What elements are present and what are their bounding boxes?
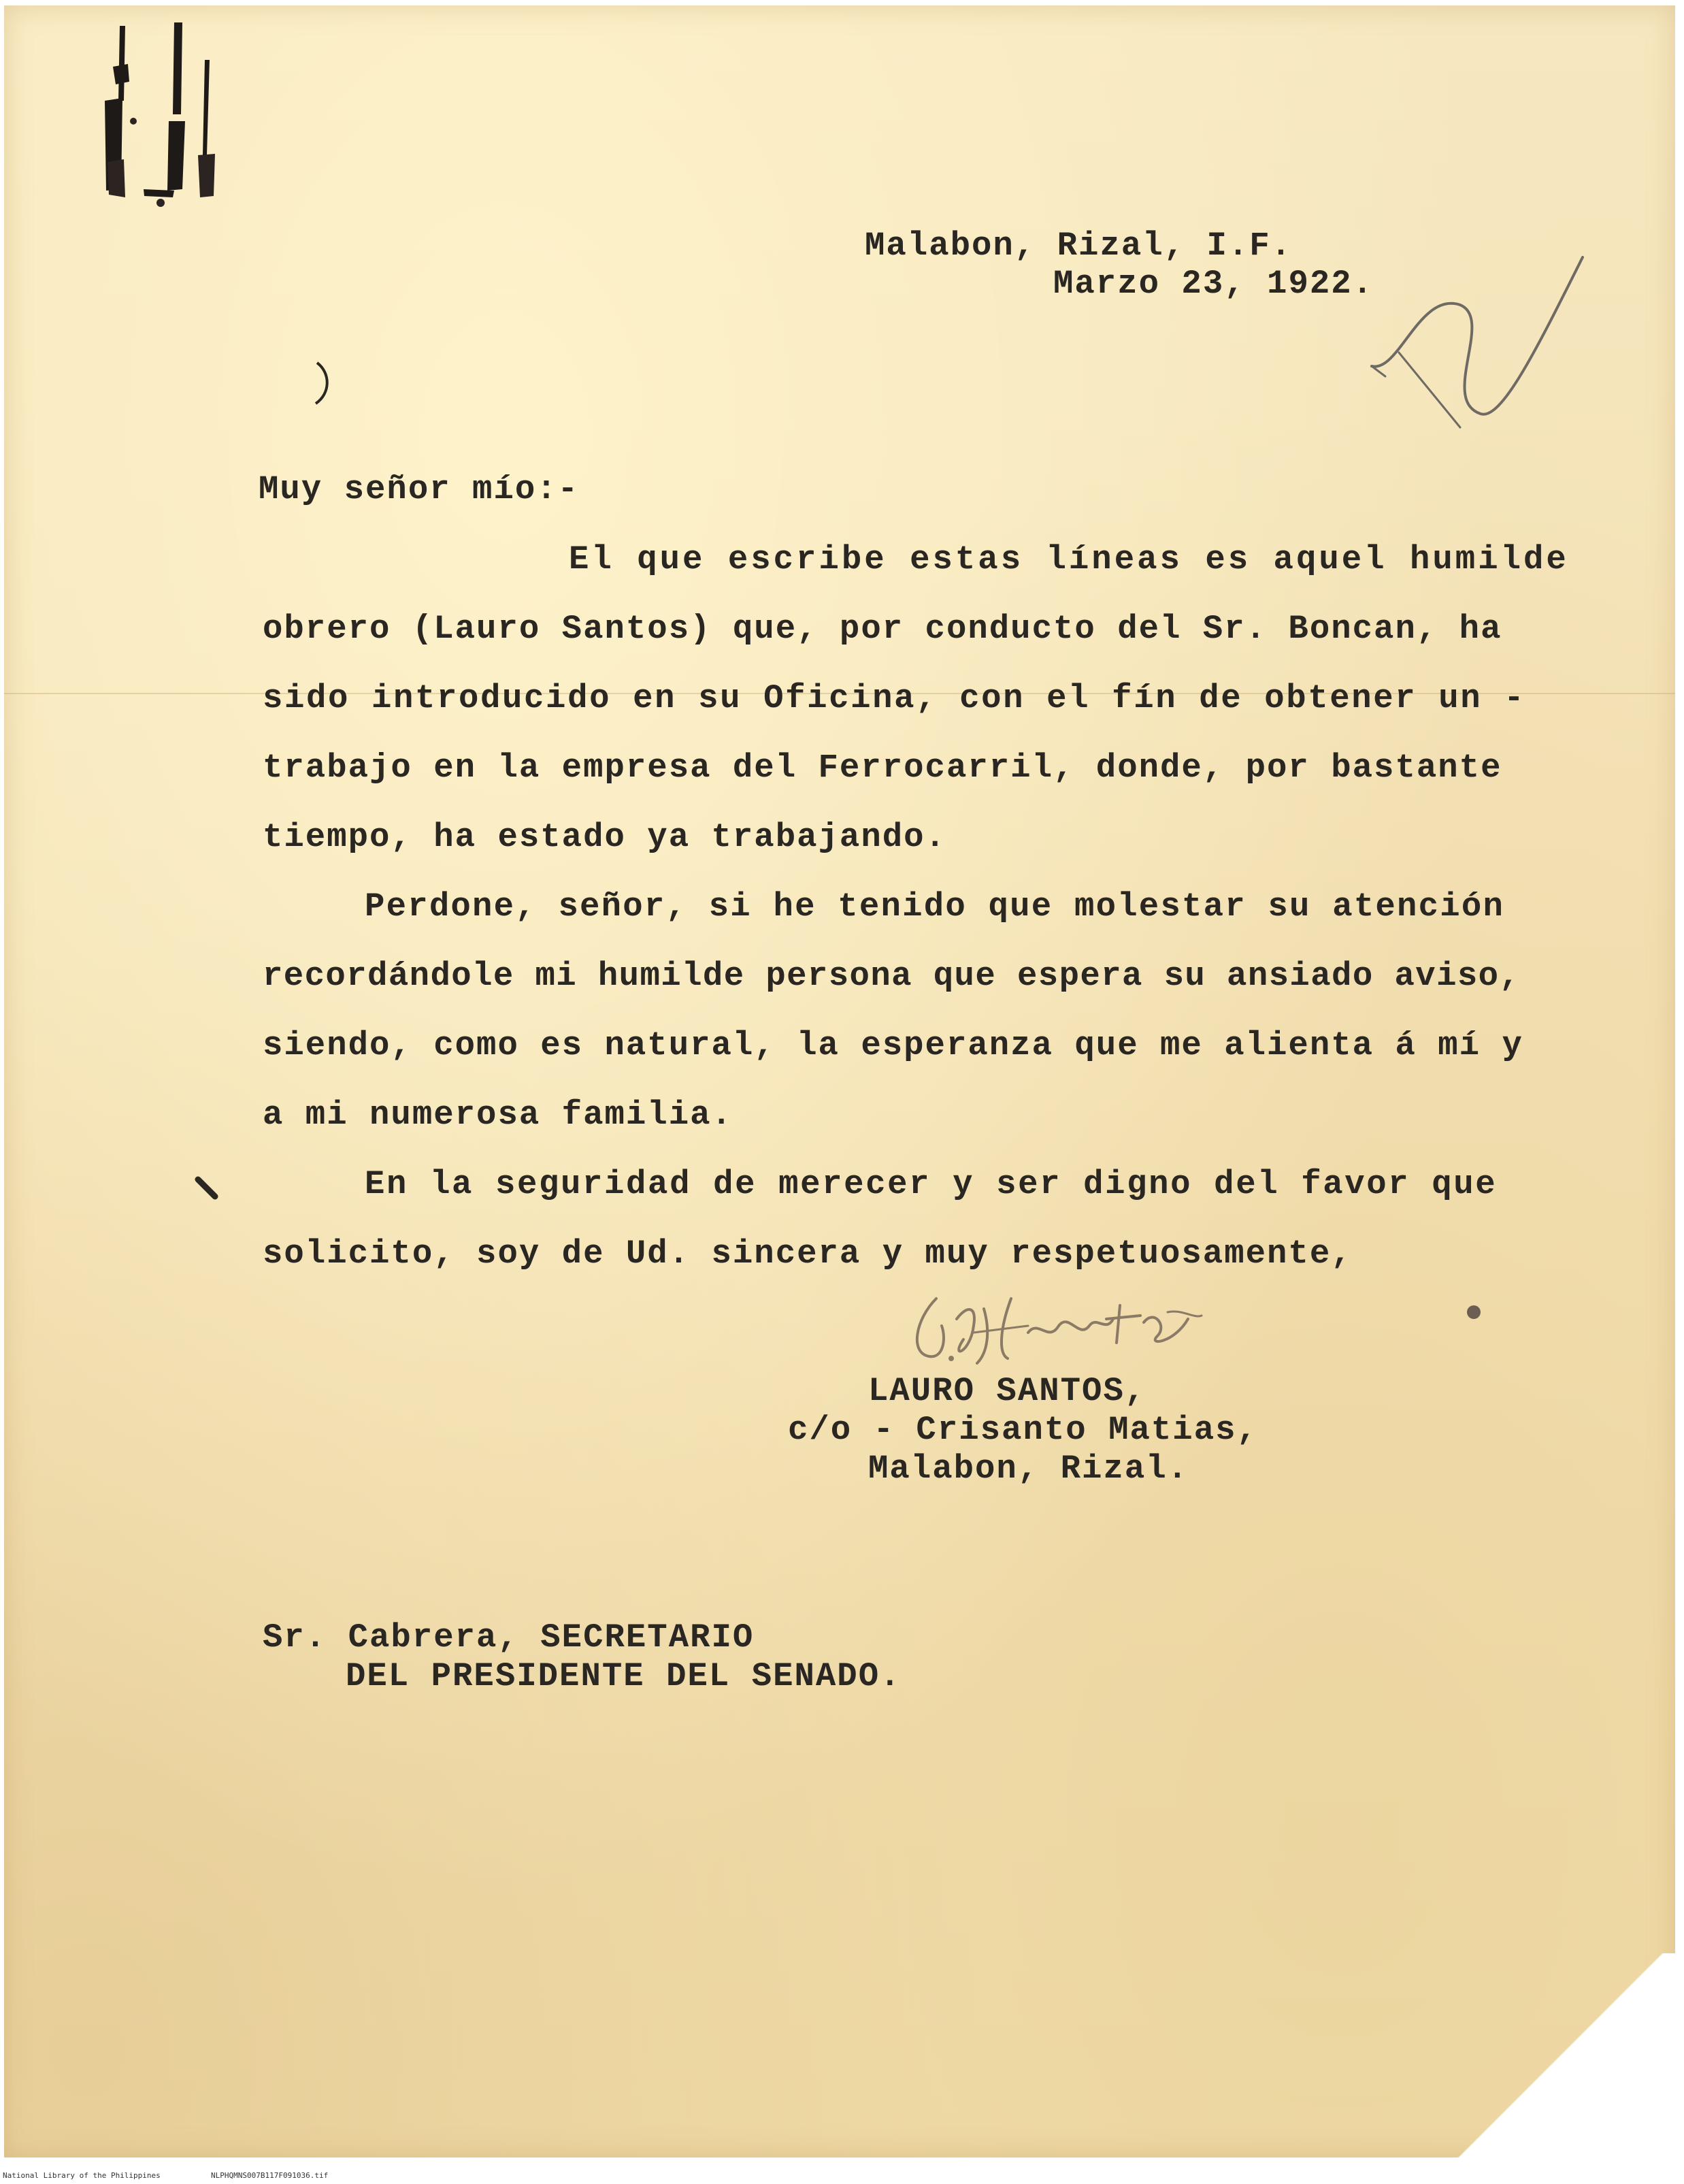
stray-ink-mark-icon bbox=[195, 1176, 222, 1203]
sender-city: Malabon, Rizal. bbox=[868, 1450, 1189, 1488]
paragraph-1-line: tiempo, ha estado ya trabajando. bbox=[263, 818, 946, 856]
handwritten-signature-icon bbox=[909, 1278, 1208, 1373]
paragraph-2-line: siendo, como es natural, la esperanza que me alienta á mí y bbox=[263, 1026, 1523, 1064]
paragraph-2-line: a mi numerosa familia. bbox=[263, 1096, 733, 1134]
paragraph-2-line: Perdone, señor, si he tenido que molestar su atención bbox=[365, 887, 1505, 926]
sender-care-of: c/o - Crisanto Matias, bbox=[788, 1411, 1258, 1449]
paragraph-3-line: En la seguridad de merecer y ser digno del favor que bbox=[365, 1165, 1498, 1203]
ink-blot-marks-icon bbox=[93, 19, 249, 223]
paragraph-3-line: solicito, soy de Ud. sincera y muy respetuosamente, bbox=[263, 1235, 1353, 1273]
paragraph-1-line: obrero (Lauro Santos) que, por conducto del Sr. Boncan, ha bbox=[263, 610, 1502, 648]
paragraph-1-line: sido introducido en su Oficina, con el fín de obtener un - bbox=[263, 679, 1526, 717]
letter-page bbox=[4, 5, 1675, 2157]
paragraph-1-line: trabajo en la empresa del Ferrocarril, donde, por bastante bbox=[263, 749, 1502, 787]
scan-footer-file-id: NLPHQMNS007B117F091036.tif bbox=[211, 2171, 329, 2180]
recipient-line-1: Sr. Cabrera, SECRETARIO bbox=[263, 1618, 755, 1657]
letter-date: Marzo 23, 1922. bbox=[1053, 265, 1374, 303]
paragraph-2-line: recordándole mi humilde persona que espera su ansiado aviso, bbox=[263, 957, 1521, 995]
letter-place: Malabon, Rizal, I.F. bbox=[865, 227, 1293, 265]
recipient-line-2: DEL PRESIDENTE DEL SENADO. bbox=[346, 1657, 902, 1695]
scan-footer-library: National Library of the Philippines bbox=[3, 2171, 161, 2180]
paragraph-1-line: El que escribe estas líneas es aquel humilde bbox=[569, 540, 1569, 578]
stray-ink-mark-icon bbox=[310, 359, 337, 407]
pencil-check-mark-icon bbox=[1358, 244, 1603, 448]
salutation: Muy señor mío:- bbox=[259, 470, 580, 508]
sender-name: LAURO SANTOS, bbox=[868, 1372, 1146, 1410]
stray-ink-mark-icon bbox=[1464, 1302, 1484, 1322]
